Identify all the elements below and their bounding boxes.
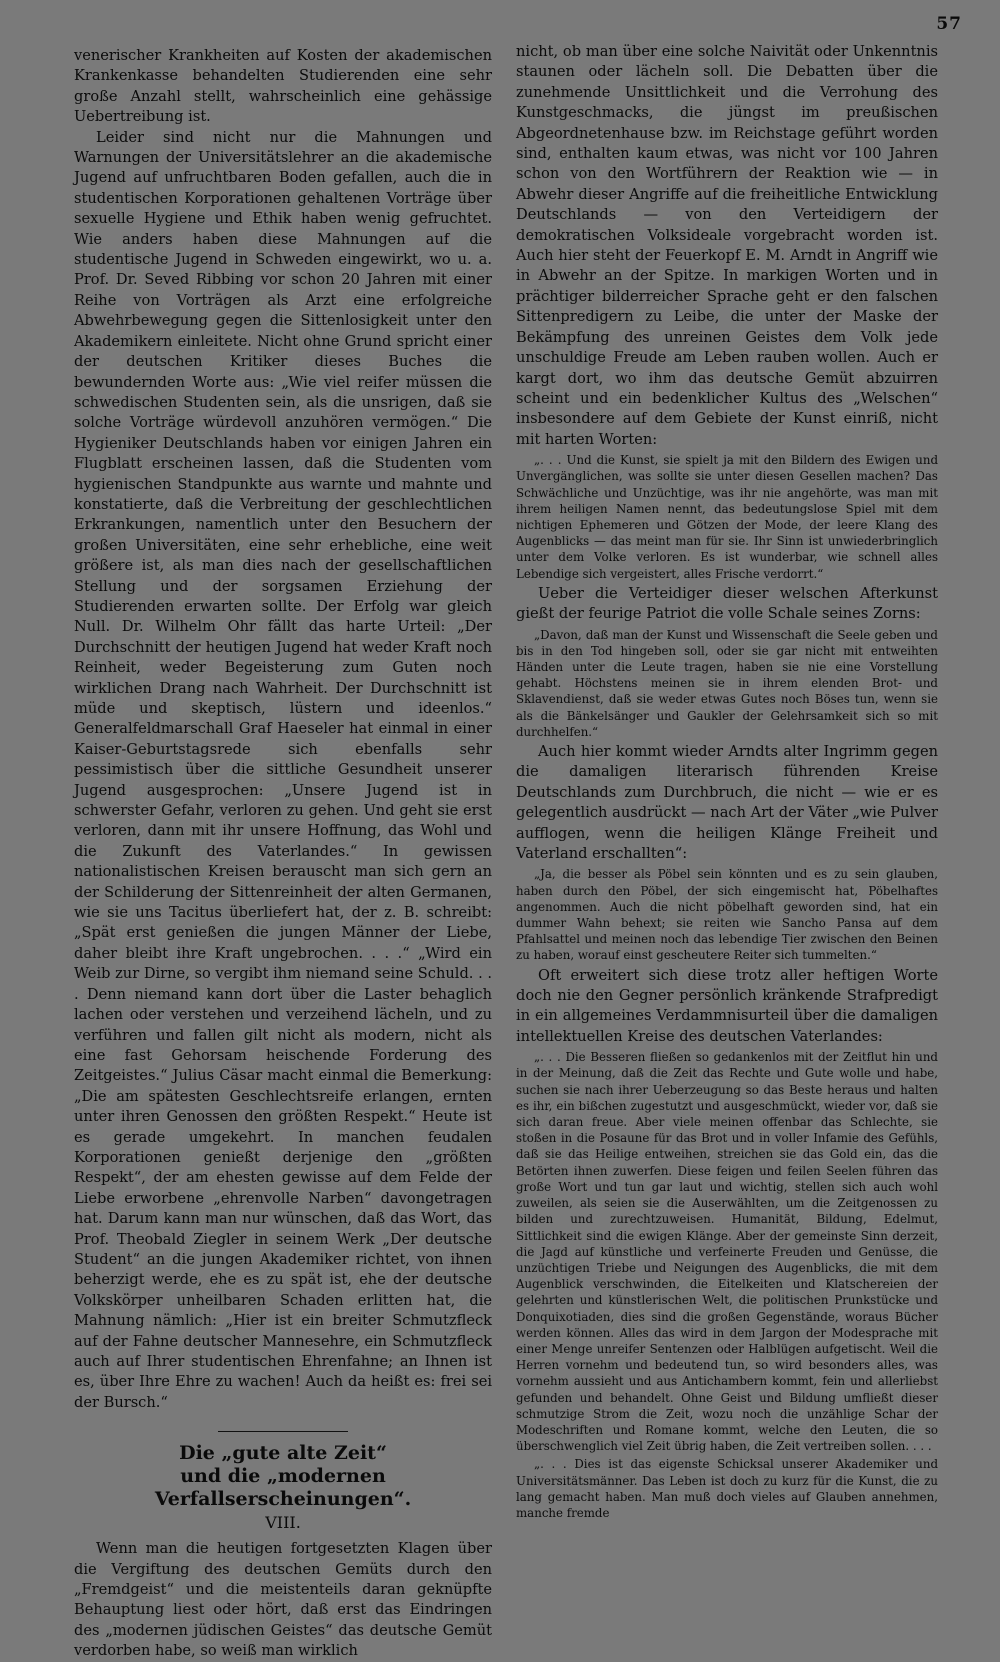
section-number: VIII. bbox=[265, 1513, 301, 1533]
block-quote: „. . . Und die Kunst, sie spielt ja mit den Bildern des Ewigen und Unvergänglichen, was sollte sie unter diesen Gesellen machen? Das Schwächliche und Unzüchtige, was ihr nie angehörte, was man mit ihrem heiligen Namen nennt, das bedeutungslose Spiel mit dem nichtigen Ephemeren und Götzen der Mode, der leere Klang des Augenblicks — das meint man für sie. Ihr Sinn ist unwiederbringlich unter dem Volke verloren. Es ist wunderbar, wie schnell alles Lebendige sich vergeistert, alles Frische verdorrt.“ bbox=[516, 453, 938, 581]
block-quote: „. . . Die Besseren fließen so gedankenlos mit der Zeitflut hin und in der Meinung, daß die Zeit das Rechte und Gute wolle und habe, suchen sie nach ihrer Ueberzeugung so das Beste heraus und halten es ihr, ein bißchen zugestutzt und ausgeschmückt, wieder vor, daß sie sich daran freue. Aber viele meinen offenbar das Schlechte, sie stoßen in die Posaune für das Brot und in voller Infamie des Gefühls, daß sie das Heilige entweihen, streichen sie das Gold ein, das die Betörten ihnen zuwerfen. Diese feigen und feilen Seelen führen das große Wort und tun gar laut und wichtig, stellen sich auch wohl zuweilen, als seien sie die Auserwählten, um die Zeitgenossen zu bilden und zurechtzuweisen. Humanität, Bildung, Edelmut, Sittlichkeit sind die ewigen Klänge. Aber der gemeinste Sinn derzeit, die Jagd auf künstliche und verfeinerte Freuden und Genüsse, die unzüchtigen Triebe und Neigungen des Augenblicks, die mit dem Augenblick verschwinden, die Eitelkeiten und Klatschereien der gelehrten und künstlerischen Welt, die politischen Prunkstücke und Donquixotiaden, dies sind die großen Gegenstände, woraus Bücher werden können. Alles das wird in dem Jargon der Modesprache mit einer Menge unreifer Sentenzen oder Halblügen aufgetischt. Weil die Herren vornehm und bedeutend tun, so wird besonders alles, was vornehm aussieht und aus Antichambern kommt, fein und allerliebst gefunden und behandelt. Ohne Geist und Bildung umfließt dieser schmutzige Strom die Zeit, wozu noch die unzählige Schar der Modeschriften und Romane kommt, welche den Leuten, die so überschwenglich viel Zeit übrig haben, die Zeit vertreiben sollen. . . . bbox=[516, 1050, 938, 1454]
right-column bbox=[516, 42, 938, 1523]
left-column bbox=[74, 46, 492, 1662]
section-heading-line1: Die „gute alte Zeit“ bbox=[179, 1442, 387, 1465]
page-number: 57 bbox=[936, 14, 962, 34]
paragraph: Ueber die Verteidiger dieser welschen Afterkunst gießt der feurige Patriot die volle Schale seines Zorns: bbox=[516, 584, 938, 623]
block-quote: „. . . Dies ist das eigenste Schicksal unserer Akademiker und Universitätsmänner. Das Leben ist doch zu kurz für die Kunst, die zu lang gemacht haben. Man muß doch vieles auf Glauben annehmen, manche fremde bbox=[516, 1457, 938, 1520]
paragraph: Wenn man die heutigen fortgesetzten Klagen über die Vergiftung des deutschen Gemüts durch den „Fremdgeist“ und die meistenteils daran geknüpfte Behauptung liest oder hört, daß erst das Eindringen des „modernen jüdischen Geistes“ das deutsche Gemüt verdorben habe, so weiß man wirklich bbox=[74, 1540, 492, 1660]
section-divider bbox=[218, 1431, 348, 1432]
paragraph: nicht, ob man über eine solche Naivität oder Unkenntnis staunen oder lächeln soll. Die Debatten über die zunehmende Unsittlichkeit und die Verrohung des Kunstgeschmacks, die jüngst im preußischen Abgeordnetenhause bzw. im Reichstage geführt worden sind, enthalten kaum etwas, was nicht vor 100 Jahren schon von den Wortführern der Reaktion wie — in Abwehr dieser Angriffe auf die freiheitliche Entwicklung Deutschlands — von den Verteidigern der demokratischen Volksideale vorgebracht worden ist. Auch hier steht der Feuerkopf E. M. Arndt in Angriff wie in Abwehr an der Spitze. In markigen Worten und in prächtiger bilderreicher Sprache geht er den falschen Sittenpredigern zu Leibe, die unter der Maske der Bekämpfung des unreinen Geistes dem Volk jede unschuldige Freude am Leben rauben wollen. Auch er kargt dort, wo ihm das deutsche Gemüt abzuirren scheint und ein bedenklicher Kultus des „Welschen“ insbesondere auf dem Gebiete der Kunst einriß, nicht mit harten Worten: bbox=[516, 43, 938, 448]
block-quote: „Ja, die besser als Pöbel sein könnten und es zu sein glauben, haben durch den Pöbel, der sich eingemischt hat, Pöbelhaftes angenommen. Auch die nicht pöbelhaft geworden sind, hat ein dummer Wahn behext; sie reiten wie Sancho Pansa auf dem Pfahlsattel und meinen noch das lebendige Tier zwischen den Beinen zu haben, worauf einst gescheutere Reiter sich tummelten.“ bbox=[516, 867, 938, 963]
paragraph: venerischer Krankheiten auf Kosten der akademischen Krankenkasse behandelten Studierenden eine sehr große Anzahl stellt, wahrscheinlich eine gehässige Uebertreibung ist. bbox=[74, 47, 492, 126]
paragraph: Leider sind nicht nur die Mahnungen und Warnungen der Universitätslehrer an die akademische Jugend auf unfruchtbaren Boden gefallen, auch die in studentischen Korporationen gehaltenen Vorträge über sexuelle Hygiene und Ethik haben wenig gefruchtet. Wie anders haben diese Mahnungen auf die studentische Jugend in Schweden eingewirkt, wo u. a. Prof. Dr. Seved Ribbing vor schon 20 Jahren mit einer Reihe von Vorträgen als Arzt eine erfolgreiche Abwehrbewegung gegen die Sittenlosigkeit unter den Akademikern einleitete. Nicht ohne Grund spricht einer der deutschen Kritiker dieses Buches die bewundernden Worte aus: „Wie viel reifer müssen die schwedischen Studenten sein, als die unsrigen, daß sie solche Vorträge würdevoll anzuhören vermögen.“ Die Hygieniker Deutschlands haben vor einigen Jahren ein Flugblatt erscheinen lassen, daß die Studenten vom hygienischen Standpunkte aus warnte und mahnte und konstatierte, daß die Verbreitung der geschlechtlichen Erkrankungen, namentlich unter den Besuchern der großen Universitäten, eine sehr erhebliche, eine weit größere ist, als man dies nach der gesellschaftlichen Stellung und der sorgsamen Erziehung der Studierenden erwarten sollte. Der Erfolg war gleich Null. Dr. Wilhelm Ohr fällt das harte Urteil: „Der Durchschnitt der heutigen Jugend hat weder Kraft noch Reinheit, weder Begeisterung zum Guten noch wirklichen Drang nach Wahrheit. Der Durchschnitt ist müde und skeptisch, lüstern und ideenlos.“ Generalfeldmarschall Graf Haeseler hat einmal in einer Kaiser-Geburtstagsrede sich ebenfalls sehr pessimistisch über die sittliche Gesundheit unserer Jugend ausgesprochen: „Unsere Jugend ist in schwerster Gefahr, verloren zu gehen. Und geht sie erst verloren, dann mit ihr unsere Hoffnung, das Wohl und die Zukunft des Vaterlandes.“ In gewissen nationalistischen Kreisen berauscht man sich gern an der Schilderung der Sittenreinheit der alten Germanen, wie sie uns Tacitus überliefert hat, der z. B. schreibt: „Spät erst genießen die jungen Männer der Liebe, daher bleibt ihre Kraft ungebrochen. . . .“ „Wird ein Weib zur Dirne, so vergibt ihm niemand seine Schuld. . . . Denn niemand kann dort über die Laster behaglich lachen oder verstehen und verzeihend lächeln, und zu verführen und fallen gilt nicht als modern, nicht als eine fast Gehorsam heischende Forderung des Zeitgeistes.“ Julius Cäsar macht einmal die Bemerkung: „Die am spätesten Geschlechtsreife erlangen, ernten unter ihren Genossen den größten Respekt.“ Heute ist es gerade umgekehrt. In manchen feudalen Korporationen genießt derjenige den „größten Respekt“, der am ehesten gewisse auf dem Felde der Liebe erworbene „ehrenvolle Narben“ davongetragen hat. Darum kann man nur wünschen, daß das Wort, das Prof. Theobald Ziegler in seinem Werk „Der deutsche Student“ an die jungen Akademiker richtet, von ihnen beherzigt werde, ehe es zu spät ist, ehe der deutsche Volkskörper unheilbaren Schaden erlitten hat, die Mahnung nämlich: „Hier ist ein breiter Schmutzfleck auf der Fahne deutscher Mannesehre, ein Schmutzfleck auch auf Ihrer studentischen Ehrenfahne; an Ihnen ist es, über Ihre Ehre zu wachen! Auch da heißt es: frei sei der Bursch.“ bbox=[74, 128, 492, 1411]
paragraph: Auch hier kommt wieder Arndts alter Ingrimm gegen die damaligen literarisch führenden Kreise Deutschlands zum Durchbruch, die nicht — wie er es gelegentlich ausdrückt — nach Art der Väter „wie Pulver aufflogen, wenn die heiligen Klänge Freiheit und Vaterland erschallten“: bbox=[516, 742, 938, 863]
block-quote: „Davon, daß man der Kunst und Wissenschaft die Seele geben und bis in den Tod hingeben soll, oder sie gar nicht mit entweihten Händen unter die Leute tragen, haben sie nie eine Vorstellung gehabt. Höchstens meinen sie in ihrem elenden Brot- und Sklavendienst, daß sie weder etwas Gutes noch Böses tun, wenn sie als die Bänkelsänger und Gaukler der Gelehrsamkeit sich so mit durchhelfen.“ bbox=[516, 627, 938, 739]
section-heading-line2: und die „modernen Verfallserscheinungen“. bbox=[154, 1465, 412, 1511]
paragraph: Oft erweitert sich diese trotz aller heftigen Worte doch nie den Gegner persönlich kränkende Strafpredigt in ein allgemeines Verdammnisurteil über die damaligen intellektuellen Kreise des deutschen Vaterlandes: bbox=[516, 966, 938, 1045]
